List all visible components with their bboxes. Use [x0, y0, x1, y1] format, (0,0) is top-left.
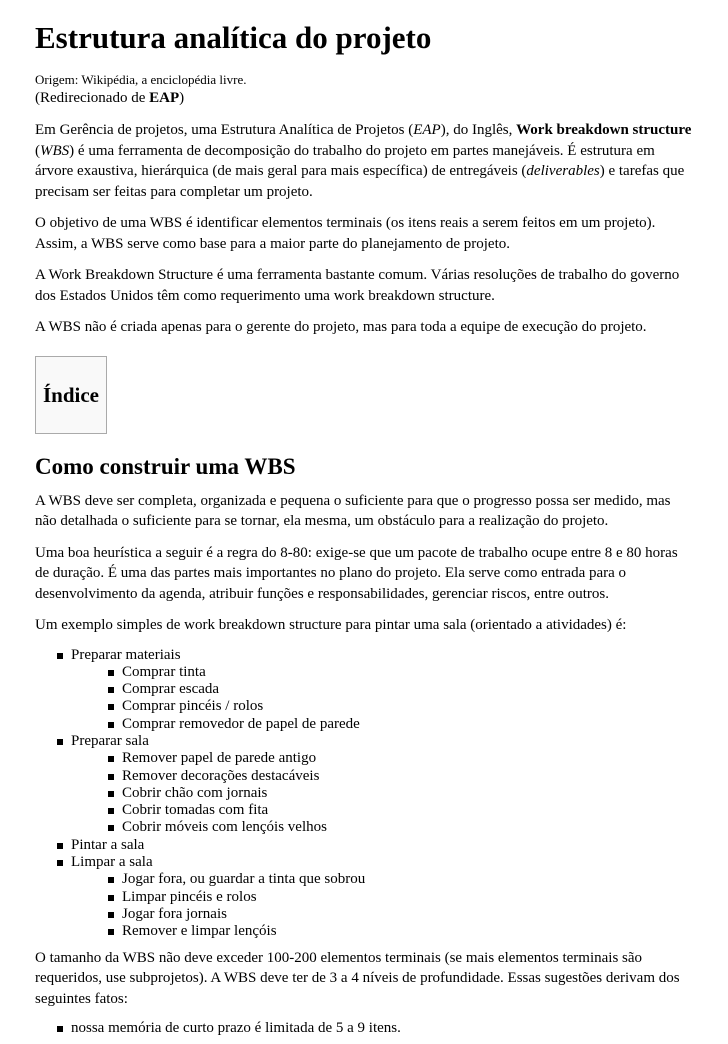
list-item-label: Comprar removedor de papel de parede [122, 715, 360, 732]
toc-title: Índice [43, 382, 100, 407]
text-run: ) e tarefas que precisam ser feitas para completar um projeto. [35, 163, 685, 200]
bullet-icon [57, 739, 63, 745]
list-item-label: Jogar fora, ou guardar a tinta que sobrou [122, 871, 366, 888]
term-wbs: WBS [40, 142, 70, 159]
text-run: ), do Inglês, [440, 122, 517, 138]
list-item-label: Limpar a sala [71, 854, 153, 871]
section-paragraph-2: Uma boa heurística a seguir é a regra do 8-80: exige-se que um pacote de trabalho ocupe entre 8 e 80 horas de duração. É uma das partes mais importantes no plano do projeto. Ela serve como entrada para o desenvolvimento da agenda, atribuir funções e responsabilidades, gerenciar riscos, entre outros. [35, 544, 678, 602]
bullet-icon [57, 1026, 63, 1032]
bullet-icon [108, 808, 114, 814]
section-heading: Como construir uma WBS [35, 453, 296, 479]
list-item-label: Cobrir móveis com lençóis velhos [122, 819, 327, 836]
list-item-label: Comprar tinta [122, 663, 206, 680]
list-item-label: nossa memória de curto prazo é limitada de 5 a 9 itens. [71, 1020, 401, 1037]
list-item-label: Remover decorações destacáveis [122, 767, 320, 784]
list-item-label: Comprar escada [122, 681, 220, 698]
bullet-icon [108, 670, 114, 676]
term-wbs-english: Work breakdown structure [516, 122, 692, 138]
term-eap: EAP [413, 122, 441, 138]
list-item [57, 837, 695, 854]
list-item [108, 802, 695, 819]
list-item [108, 819, 695, 836]
wbs-sublist [71, 750, 695, 836]
redirect-link[interactable]: EAP [149, 90, 180, 106]
list-item-label: Limpar pincéis e rolos [122, 888, 257, 905]
list-item-label: Jogar fora jornais [122, 905, 227, 922]
list-item [108, 681, 695, 698]
redirect-note [35, 88, 695, 108]
list-item [108, 923, 695, 940]
wbs-sublist [71, 664, 695, 733]
facts-list [35, 1020, 695, 1037]
bullet-icon [108, 929, 114, 935]
list-item [108, 698, 695, 715]
list-item-label: Remover papel de parede antigo [122, 750, 317, 767]
redirect-suffix: ) [179, 90, 185, 106]
section-paragraph-4: O tamanho da WBS não deve exceder 100-200 elementos terminais (se mais elementos terminais são requeridos, use subprojetos). A WBS deve ter de 3 a 4 níveis de profundidade. Essas sugestões derivam dos seguintes fatos: [35, 949, 680, 1007]
intro-paragraph-1 [35, 120, 695, 202]
bullet-icon [108, 895, 114, 901]
bullet-icon [57, 843, 63, 849]
list-item-label: Cobrir chão com jornais [122, 784, 268, 801]
bullet-icon [108, 687, 114, 693]
list-item [57, 1020, 695, 1037]
bullet-icon [57, 653, 63, 659]
table-of-contents[interactable] [35, 356, 107, 434]
list-item [108, 750, 695, 767]
site-subtitle: Origem: Wikipédia, a enciclopédia livre. [35, 72, 247, 87]
intro-paragraph-2: O objetivo de uma WBS é identificar elementos terminais (os itens reais a serem feitos em um projeto). Assim, a WBS serve como base para a maior parte do planejamento de projeto. [35, 215, 656, 252]
section-paragraph-3: Um exemplo simples de work breakdown structure para pintar uma sala (orientado a atividades) é: [35, 617, 627, 633]
bullet-icon [108, 704, 114, 710]
wbs-sublist [71, 871, 695, 940]
list-item [108, 716, 695, 733]
list-item [57, 647, 695, 733]
article [35, 18, 695, 1044]
section-paragraph-1: A WBS deve ser completa, organizada e pequena o suficiente para que o progresso possa ser medido, mas não detalhada o suficiente para se tornar, ela mesma, um obstáculo para a realização do projeto. [35, 492, 671, 529]
text-run: Em Gerência de projetos, uma Estrutura Analítica de Projetos ( [35, 122, 414, 138]
bullet-icon [108, 774, 114, 780]
list-item-label: Preparar materiais [71, 646, 181, 663]
bullet-icon [108, 722, 114, 728]
term-deliverables: deliverables [526, 163, 600, 179]
text-run: ) é uma ferramenta de decomposição do trabalho do projeto em partes manejáveis. É estrutura em árvore exaustiva, hierárquica (de mais geral para mais específica) de entregáveis ( [35, 142, 655, 179]
bullet-icon [57, 860, 63, 866]
intro-paragraph-3: A Work Breakdown Structure é uma ferramenta bastante comum. Várias resoluções de trabalho do governo dos Estados Unidos têm como requerimento uma work breakdown structure. [35, 267, 680, 304]
list-item-label: Pintar a sala [71, 836, 145, 853]
list-item-label: Cobrir tomadas com fita [122, 802, 269, 819]
list-item [57, 854, 695, 940]
intro-paragraph-4: A WBS não é criada apenas para o gerente do projeto, mas para toda a equipe de execução do projeto. [35, 319, 647, 335]
list-item [108, 664, 695, 681]
bullet-icon [108, 877, 114, 883]
wbs-example-list [35, 647, 695, 941]
list-item-label: Remover e limpar lençóis [122, 923, 277, 940]
bullet-icon [108, 825, 114, 831]
list-item [108, 871, 695, 888]
list-item-label: Preparar sala [71, 732, 149, 749]
list-item [108, 889, 695, 906]
page-title: Estrutura analítica do projeto [35, 20, 432, 55]
text-run: ( [35, 142, 40, 159]
list-item [57, 733, 695, 837]
list-item [108, 768, 695, 785]
bullet-icon [108, 756, 114, 762]
bullet-icon [108, 791, 114, 797]
list-item [108, 785, 695, 802]
redirect-prefix: (Redirecionado de [35, 90, 150, 106]
bullet-icon [108, 912, 114, 918]
list-item-label: Comprar pincéis / rolos [122, 698, 264, 715]
list-item [108, 906, 695, 923]
